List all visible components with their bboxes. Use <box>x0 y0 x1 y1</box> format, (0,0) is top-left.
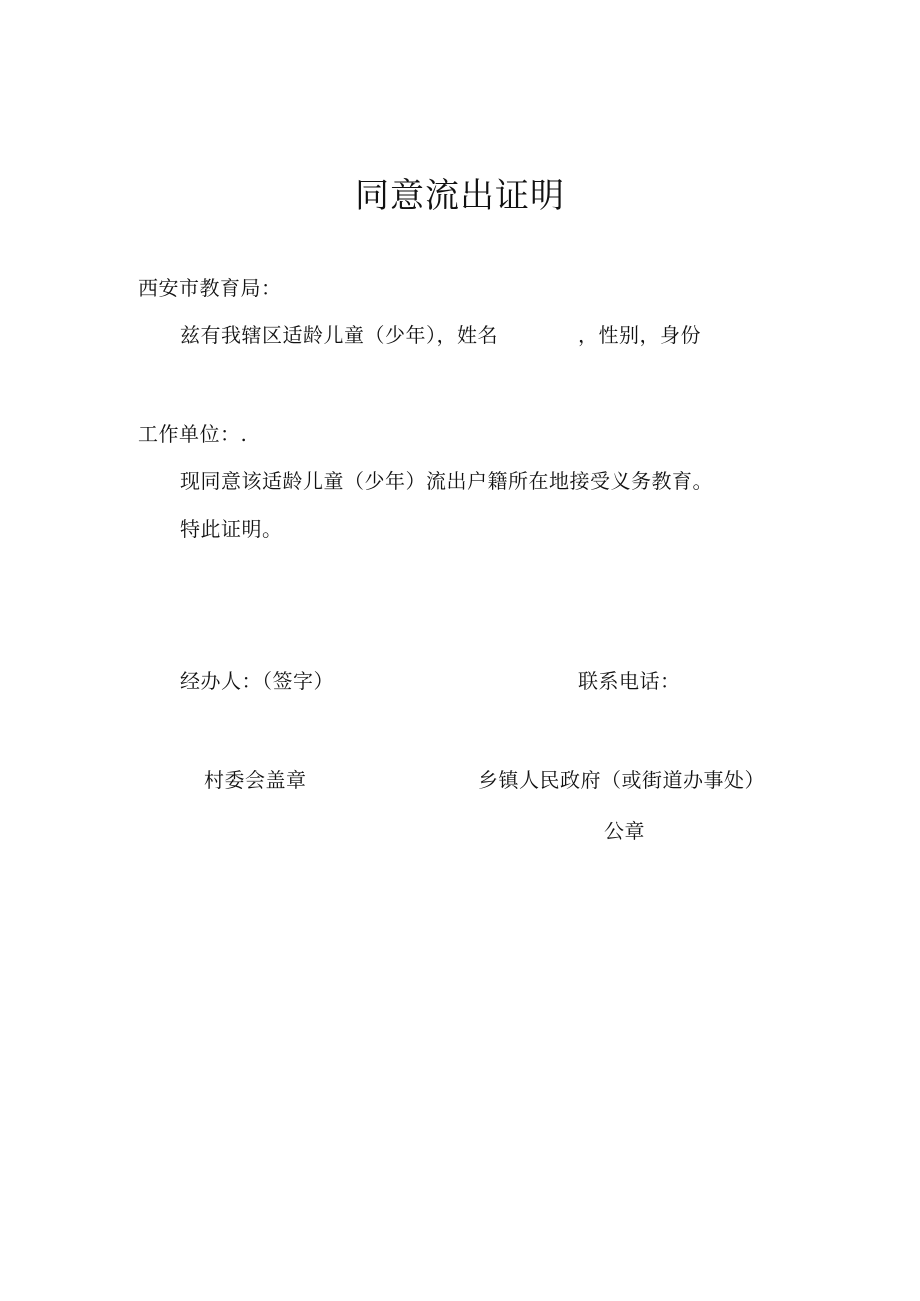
contact-phone-line: 联系电话： <box>578 669 681 693</box>
township-seal-label-line-2: 公章 <box>604 819 645 843</box>
paragraph-1-tail: ，性别，身份 <box>578 323 701 347</box>
work-unit-line: 工作单位：. <box>138 422 248 446</box>
paragraph-1-lead: 兹有我辖区适龄儿童（少年），姓名 <box>180 323 498 347</box>
document-title: 同意流出证明 <box>355 176 565 216</box>
township-seal-label-line-1: 乡镇人民政府（或街道办事处） <box>478 768 765 792</box>
paragraph-2: 现同意该适龄儿童（少年）流出户籍所在地接受义务教育。 <box>180 469 713 493</box>
closing-line: 特此证明。 <box>180 517 283 541</box>
village-seal-label: 村委会盖章 <box>204 768 307 792</box>
addressee: 西安市教育局： <box>138 276 282 300</box>
handler-signature-line: 经办人：（签字） <box>180 669 334 693</box>
